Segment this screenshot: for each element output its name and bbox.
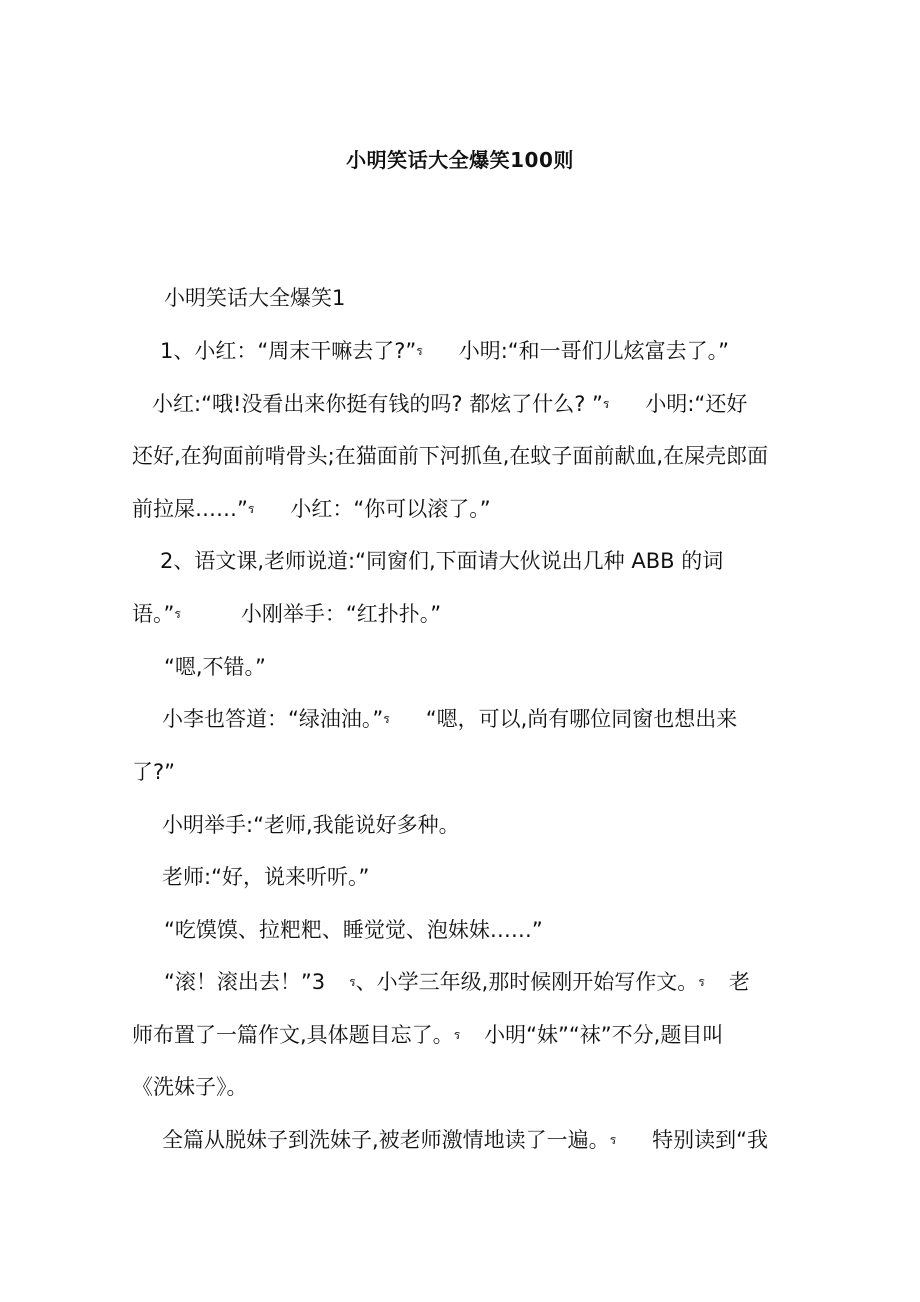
paragraph-mark-icon: ร <box>602 397 610 411</box>
text-run: 前拉屎……” <box>132 497 248 521</box>
text-run: 还好,在狗面前啃骨头;在猫面前下河抓鱼,在蚊子面前献血,在屎壳郎面 <box>132 444 769 468</box>
paragraph-mark-icon: ร <box>349 975 356 989</box>
text-run: 小李也答道：“绿油油。” <box>162 707 384 731</box>
text-run: “嗯,不错。” <box>164 655 266 679</box>
paragraph-line <box>132 599 441 632</box>
text-run: 小明:“和一哥们儿炫富去了。” <box>458 339 730 363</box>
paragraph-mark-icon: ร <box>453 1028 461 1042</box>
paragraph-line <box>164 967 750 1000</box>
section-heading <box>164 283 345 313</box>
paragraph-line <box>162 704 737 737</box>
text-run: 全篇从脱妹子到洗妹子,被老师激情地读了一遍。 <box>162 1128 610 1152</box>
paragraph-line <box>164 915 543 945</box>
paragraph-mark-icon: ร <box>416 344 423 358</box>
paragraph-mark-icon: ร <box>698 975 705 989</box>
section-heading-text: 小明笑话大全爆笑1 <box>164 286 346 310</box>
text-run: 老师:“好，说来听听。” <box>162 865 370 889</box>
document-title: 小明笑话大全爆笑100则 <box>346 148 574 172</box>
text-run: 小明举手:“老师,我能说好多种。 <box>162 813 460 837</box>
paragraph-line <box>152 389 747 422</box>
text-run: 1、小红：“周末干嘛去了?” <box>160 339 417 363</box>
paragraph-line <box>162 1125 768 1158</box>
paragraph-line <box>132 441 768 471</box>
paragraph-line <box>162 862 369 892</box>
text-run: “嗯，可以,尚有哪位同窗也想出来 <box>425 707 738 731</box>
paragraph-line <box>160 546 723 576</box>
text-run: 小刚举手：“红扑扑。” <box>240 602 442 626</box>
text-run: 2、语文课,老师说道:“同窗们,下面请大伙说出几种 ABB 的词 <box>160 549 724 573</box>
text-run: 、小学三年级,那时候刚开始写作文。 <box>355 970 699 994</box>
paragraph-line <box>132 757 175 787</box>
paragraph-line <box>164 652 266 682</box>
text-run: 小红:“哦!没看出来你挺有钱的吗? 都炫了什么? ” <box>152 392 603 416</box>
text-run: 小明:“还好 <box>645 392 748 416</box>
text-run: 了?” <box>132 760 176 784</box>
text-run: 师布置了一篇作文,具体题目忘了。 <box>132 1023 454 1047</box>
paragraph-line <box>132 1072 248 1102</box>
paragraph-line <box>132 494 491 527</box>
text-run: 《洗妹子》。 <box>132 1075 248 1099</box>
text-run: 小红：“你可以滚了。” <box>290 497 491 521</box>
paragraph-mark-icon: ร <box>383 712 390 726</box>
paragraph-mark-icon: ร <box>174 607 181 621</box>
paragraph-line <box>162 810 460 840</box>
paragraph-line <box>132 1020 723 1053</box>
text-run: “吃馍馍、拉粑粑、睡觉觉、泡妹妹……” <box>164 918 543 942</box>
paragraph-mark-icon: ร <box>247 502 255 516</box>
text-run: “滚！滚出去！”3 <box>164 970 326 994</box>
text-run: 特别读到“我 <box>652 1128 769 1152</box>
text-run: 语。” <box>132 602 175 626</box>
text-run: 老 <box>728 970 750 994</box>
text-run: 小明“妹”“袜”不分,题目叫 <box>484 1023 724 1047</box>
paragraph-line <box>160 336 729 369</box>
paragraph-mark-icon: ร <box>609 1133 617 1147</box>
